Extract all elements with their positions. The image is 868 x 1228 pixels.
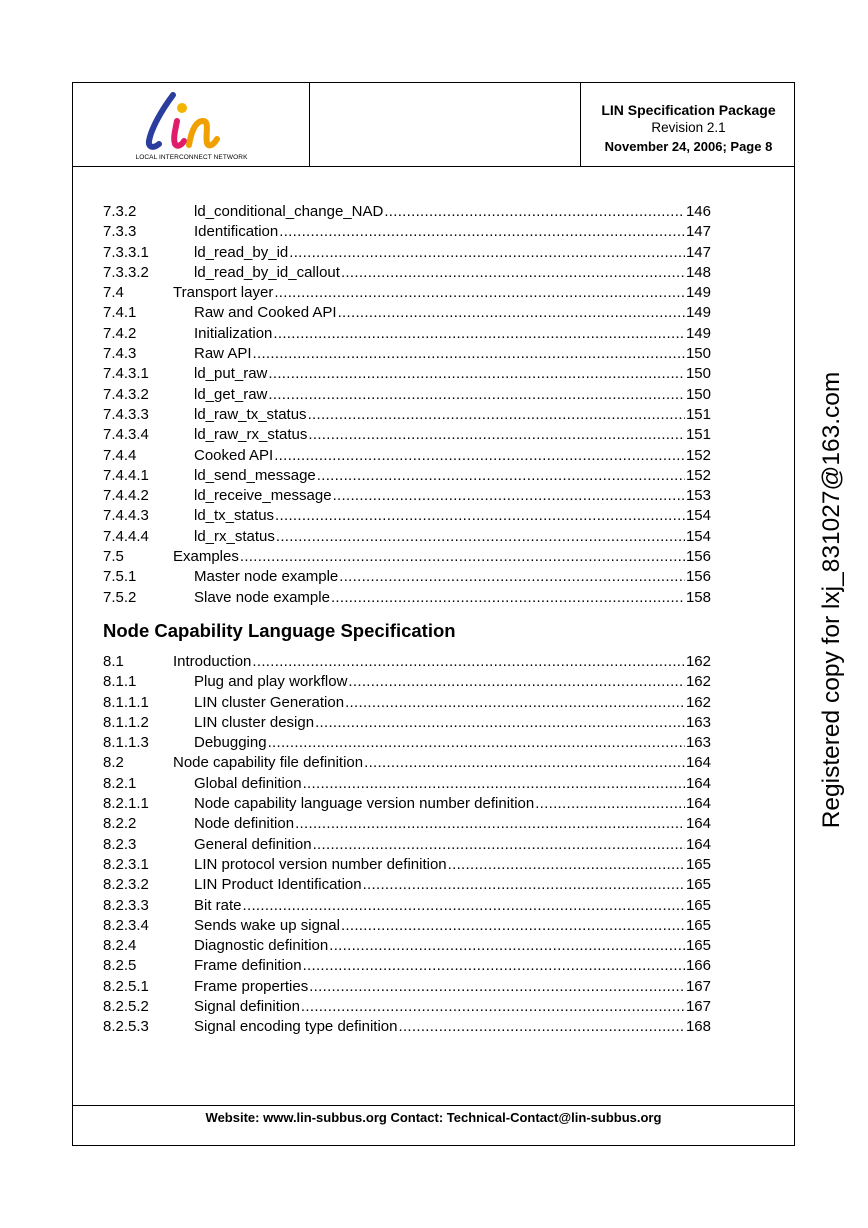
- header-blank-cell: [310, 83, 581, 166]
- toc-entry-title: ld_read_by_id: [194, 243, 289, 261]
- toc-dot-leader: [268, 385, 685, 405]
- toc-dot-leader: [535, 794, 685, 814]
- toc-entry-title: LIN cluster design: [194, 713, 315, 731]
- toc-entry-number: 8.2.5.3: [103, 1018, 149, 1036]
- toc-dot-leader: [276, 527, 685, 547]
- toc-entry-page: 148: [685, 263, 711, 281]
- toc-entry-title: LIN Product Identification: [194, 876, 362, 894]
- toc-entry-title: Signal definition: [194, 997, 300, 1015]
- toc-entry[interactable]: [103, 875, 711, 895]
- toc-entry-title: Frame definition: [194, 957, 302, 975]
- toc-dot-leader: [309, 977, 685, 997]
- logo-subtitle: LOCAL INTERCONNECT NETWORK: [135, 154, 248, 161]
- header-info-cell: [581, 83, 796, 166]
- toc-entry-title: Slave node example: [194, 588, 330, 606]
- toc-entry-body: [194, 956, 711, 976]
- toc-entry[interactable]: [103, 814, 711, 834]
- toc-entry-page: 167: [685, 997, 711, 1015]
- toc-dot-leader: [363, 875, 685, 895]
- toc-entry-body: [194, 385, 711, 405]
- toc-dot-leader: [341, 263, 685, 283]
- toc-entry-page: 164: [685, 754, 711, 772]
- toc-entry-number: 8.2.3.2: [103, 876, 149, 894]
- toc-dot-leader: [268, 364, 685, 384]
- logo-cell: [73, 83, 310, 166]
- toc-entry-page: 162: [685, 673, 711, 691]
- toc-entry[interactable]: [103, 1017, 711, 1037]
- toc-entry-title: Node capability language version number definition: [194, 795, 535, 813]
- toc-entry-body: [194, 997, 711, 1017]
- toc-entry-page: 166: [685, 957, 711, 975]
- toc-entry-number: 7.4: [103, 284, 124, 302]
- toc-entry-number: 8.1: [103, 652, 124, 670]
- toc-section-7: [103, 202, 711, 608]
- toc-entry-page: 164: [685, 774, 711, 792]
- toc-entry-title: LIN cluster Generation: [194, 693, 345, 711]
- toc-entry-title: ld_put_raw: [194, 365, 268, 383]
- toc-entry-number: 7.4.4.1: [103, 466, 149, 484]
- toc-entry-body: [173, 652, 711, 672]
- toc-entry-body: [173, 547, 711, 567]
- toc-dot-leader: [274, 283, 685, 303]
- toc-dot-leader: [448, 855, 685, 875]
- toc-entry-title: Cooked API: [194, 446, 274, 464]
- toc-entry[interactable]: [103, 486, 711, 506]
- toc-entry-page: 156: [685, 568, 711, 586]
- toc-entry-number: 8.2.1.1: [103, 795, 149, 813]
- toc-dot-leader: [279, 222, 685, 242]
- toc-entry-number: 7.4.1: [103, 304, 137, 322]
- toc-entry-body: [194, 243, 711, 263]
- toc-entry-number: 7.4.3.4: [103, 426, 149, 444]
- toc-entry-body: [194, 855, 711, 875]
- toc-entry-number: 8.2.3.4: [103, 916, 149, 934]
- toc-entry[interactable]: [103, 547, 711, 567]
- toc-entry-page: 153: [685, 487, 711, 505]
- toc-entry-body: [194, 672, 711, 692]
- toc-entry-body: [194, 222, 711, 242]
- registration-watermark: Registered copy for lxj_831027@163.com: [818, 371, 845, 829]
- toc-entry-title: Bit rate: [194, 896, 242, 914]
- toc-entry-number: 7.4.4: [103, 446, 137, 464]
- toc-dot-leader: [345, 693, 685, 713]
- toc-entry-body: [194, 693, 711, 713]
- toc-entry-number: 7.3.3.2: [103, 263, 149, 281]
- toc-entry-page: 165: [685, 916, 711, 934]
- toc-entry-page: 164: [685, 835, 711, 853]
- toc-dot-leader: [338, 303, 685, 323]
- lin-logo: [133, 89, 253, 154]
- toc-entry-page: 146: [685, 203, 711, 220]
- toc-entry[interactable]: [103, 672, 711, 692]
- toc-entry-page: 162: [685, 693, 711, 711]
- table-of-contents: [103, 202, 711, 1038]
- toc-dot-leader: [398, 1017, 684, 1037]
- toc-entry-title: Sends wake up signal: [194, 916, 340, 934]
- toc-dot-leader: [295, 814, 685, 834]
- toc-entry-page: 151: [685, 426, 711, 444]
- toc-dot-leader: [333, 486, 685, 506]
- toc-entry-body: [194, 896, 711, 916]
- toc-entry[interactable]: [103, 794, 711, 814]
- toc-entry[interactable]: [103, 916, 711, 936]
- toc-dot-leader: [252, 652, 685, 672]
- toc-entry-page: 165: [685, 855, 711, 873]
- toc-entry-body: [194, 527, 711, 547]
- toc-entry-page: 167: [685, 977, 711, 995]
- toc-entry-page: 150: [685, 365, 711, 383]
- document-date-page: November 24, 2006; Page 8: [604, 139, 773, 154]
- toc-entry[interactable]: [103, 977, 711, 997]
- toc-entry-body: [194, 733, 711, 753]
- toc-entry-number: 8.2.3: [103, 835, 137, 853]
- toc-entry-body: [194, 977, 711, 997]
- toc-entry-page: 165: [685, 876, 711, 894]
- toc-entry-number: 8.1.1.2: [103, 713, 149, 731]
- toc-dot-leader: [341, 916, 685, 936]
- toc-entry-page: 149: [685, 324, 711, 342]
- toc-entry-title: ld_receive_message: [194, 487, 332, 505]
- toc-dot-leader: [289, 243, 685, 263]
- toc-entry-number: 7.4.3.2: [103, 385, 149, 403]
- toc-entry-number: 7.5.2: [103, 588, 137, 606]
- toc-entry-page: 149: [685, 304, 711, 322]
- toc-entry[interactable]: [103, 466, 711, 486]
- toc-entry-number: 8.2: [103, 754, 124, 772]
- toc-entry-body: [194, 713, 711, 733]
- toc-entry-title: Frame properties: [194, 977, 309, 995]
- toc-entry[interactable]: [103, 385, 711, 405]
- toc-entry[interactable]: [103, 283, 711, 303]
- toc-entry-title: ld_read_by_id_callout: [194, 263, 340, 281]
- toc-entry-title: Node capability file definition: [173, 754, 364, 772]
- toc-entry[interactable]: [103, 652, 711, 672]
- toc-entry[interactable]: [103, 263, 711, 283]
- page-footer: Website: www.lin-subbus.org Contact: Technical-Contact@lin-subbus.org: [73, 1105, 794, 1145]
- toc-entry-body: [194, 263, 711, 283]
- toc-entry-number: 8.2.1: [103, 774, 137, 792]
- toc-entry-title: Examples: [173, 548, 239, 566]
- toc-entry-page: 165: [685, 896, 711, 914]
- toc-entry-page: 165: [685, 937, 711, 955]
- toc-entry[interactable]: [103, 713, 711, 733]
- toc-entry[interactable]: [103, 202, 711, 222]
- toc-entry[interactable]: [103, 997, 711, 1017]
- toc-dot-leader: [275, 506, 685, 526]
- toc-entry-title: ld_tx_status: [194, 507, 275, 525]
- toc-entry-body: [194, 324, 711, 344]
- toc-entry-page: 163: [685, 713, 711, 731]
- toc-entry-body: [194, 506, 711, 526]
- toc-dot-leader: [253, 344, 685, 364]
- toc-entry-number: 7.3.2: [103, 203, 137, 220]
- toc-entry-title: Raw API: [194, 345, 252, 363]
- toc-entry-title: ld_conditional_change_NAD: [194, 203, 384, 220]
- toc-entry[interactable]: [103, 222, 711, 242]
- toc-entry-page: 151: [685, 405, 711, 423]
- toc-entry-page: 147: [685, 223, 711, 241]
- toc-entry[interactable]: [103, 527, 711, 547]
- toc-entry[interactable]: [103, 344, 711, 364]
- toc-entry-title: Identification: [194, 223, 279, 241]
- section-heading: Node Capability Language Specification: [103, 619, 456, 641]
- toc-dot-leader: [384, 202, 685, 222]
- toc-entry-page: 168: [685, 1018, 711, 1036]
- toc-entry-page: 163: [685, 734, 711, 752]
- toc-entry-body: [194, 835, 711, 855]
- toc-entry[interactable]: [103, 324, 711, 344]
- toc-entry-title: ld_rx_status: [194, 527, 275, 545]
- toc-entry[interactable]: [103, 774, 711, 794]
- toc-entry-body: [194, 425, 711, 445]
- page-header: [73, 83, 794, 167]
- toc-entry-body: [194, 202, 711, 222]
- toc-entry[interactable]: [103, 733, 711, 753]
- toc-entry-body: [194, 1017, 711, 1037]
- toc-entry-body: [194, 303, 711, 323]
- toc-dot-leader: [301, 997, 685, 1017]
- toc-dot-leader: [313, 835, 685, 855]
- toc-entry-title: General definition: [194, 835, 312, 853]
- toc-entry-page: 150: [685, 345, 711, 363]
- toc-entry[interactable]: [103, 835, 711, 855]
- toc-entry-body: [194, 936, 711, 956]
- toc-entry[interactable]: [103, 693, 711, 713]
- toc-entry-body: [194, 344, 711, 364]
- toc-entry-number: 7.5: [103, 548, 124, 566]
- toc-entry-number: 8.2.3.3: [103, 896, 149, 914]
- toc-dot-leader: [364, 753, 685, 773]
- toc-entry-number: 8.2.5.1: [103, 977, 149, 995]
- toc-dot-leader: [308, 405, 685, 425]
- toc-entry-title: Master node example: [194, 568, 339, 586]
- document-revision: Revision 2.1: [651, 120, 726, 135]
- toc-entry-title: ld_send_message: [194, 466, 316, 484]
- toc-entry-number: 7.4.3.1: [103, 365, 149, 383]
- toc-entry[interactable]: [103, 405, 711, 425]
- toc-entry-body: [194, 588, 711, 608]
- toc-entry-number: 8.2.4: [103, 937, 137, 955]
- toc-entry-page: 149: [685, 284, 711, 302]
- toc-entry[interactable]: [103, 364, 711, 384]
- lin-logo-wordmark: lin: [188, 93, 198, 103]
- toc-dot-leader: [303, 774, 685, 794]
- toc-entry[interactable]: [103, 896, 711, 916]
- toc-entry-body: [194, 794, 711, 814]
- toc-entry[interactable]: [103, 506, 711, 526]
- toc-entry-number: 7.3.3: [103, 223, 137, 241]
- toc-entry-number: 7.4.4.3: [103, 507, 149, 525]
- toc-dot-leader: [315, 713, 685, 733]
- toc-entry-page: 152: [685, 466, 711, 484]
- toc-entry-body: [173, 283, 711, 303]
- toc-entry[interactable]: [103, 936, 711, 956]
- toc-entry-page: 154: [685, 507, 711, 525]
- toc-entry[interactable]: [103, 425, 711, 445]
- toc-dot-leader: [268, 733, 685, 753]
- toc-entry-page: 156: [685, 548, 711, 566]
- toc-entry-page: 164: [685, 795, 711, 813]
- toc-entry-body: [173, 753, 711, 773]
- toc-entry[interactable]: [103, 567, 711, 587]
- toc-entry-body: [194, 486, 711, 506]
- toc-entry-body: [194, 466, 711, 486]
- toc-entry-title: Initialization: [194, 324, 273, 342]
- toc-entry-page: 147: [685, 243, 711, 261]
- toc-entry-number: 7.4.4.4: [103, 527, 149, 545]
- toc-entry-body: [194, 446, 711, 466]
- toc-entry-title: Signal encoding type definition: [194, 1018, 398, 1036]
- toc-entry-page: 162: [685, 652, 711, 670]
- toc-entry[interactable]: [103, 956, 711, 976]
- toc-entry[interactable]: [103, 446, 711, 466]
- toc-entry-number: 8.1.1: [103, 673, 137, 691]
- document-title: LIN Specification Package: [601, 102, 776, 118]
- toc-entry-number: 8.2.2: [103, 815, 137, 833]
- toc-entry-body: [194, 916, 711, 936]
- toc-dot-leader: [273, 324, 685, 344]
- toc-dot-leader: [303, 956, 685, 976]
- page-frame: [72, 82, 795, 1146]
- toc-entry-number: 8.2.5: [103, 957, 137, 975]
- toc-entry-number: 7.4.3.3: [103, 405, 149, 423]
- toc-entry-body: [194, 814, 711, 834]
- toc-dot-leader: [240, 547, 685, 567]
- toc-entry-title: Diagnostic definition: [194, 937, 329, 955]
- toc-entry-number: 8.2.3.1: [103, 855, 149, 873]
- toc-entry-body: [194, 364, 711, 384]
- toc-entry-title: Transport layer: [173, 284, 274, 302]
- toc-section-8: [103, 652, 711, 1038]
- toc-entry-number: 7.3.3.1: [103, 243, 149, 261]
- toc-entry-body: [194, 774, 711, 794]
- toc-entry-title: ld_raw_rx_status: [194, 426, 308, 444]
- toc-dot-leader: [317, 466, 685, 486]
- toc-dot-leader: [348, 672, 685, 692]
- toc-dot-leader: [339, 567, 685, 587]
- toc-entry-title: Plug and play workflow: [194, 673, 348, 691]
- toc-entry-title: Global definition: [194, 774, 302, 792]
- toc-entry-page: 154: [685, 527, 711, 545]
- toc-entry-body: [194, 405, 711, 425]
- toc-entry-number: 7.4.3: [103, 345, 137, 363]
- toc-entry-page: 152: [685, 446, 711, 464]
- toc-entry[interactable]: [103, 855, 711, 875]
- toc-entry-title: Node definition: [194, 815, 295, 833]
- toc-entry[interactable]: [103, 303, 711, 323]
- toc-entry-page: 158: [685, 588, 711, 606]
- toc-dot-leader: [274, 446, 685, 466]
- toc-dot-leader: [243, 896, 685, 916]
- toc-entry-number: 8.2.5.2: [103, 997, 149, 1015]
- toc-dot-leader: [308, 425, 685, 445]
- toc-entry-title: Debugging: [194, 734, 267, 752]
- toc-entry-page: 164: [685, 815, 711, 833]
- toc-entry-number: 8.1.1.1: [103, 693, 149, 711]
- toc-entry-number: 7.5.1: [103, 568, 137, 586]
- toc-entry-number: 8.1.1.3: [103, 734, 149, 752]
- toc-dot-leader: [331, 588, 685, 608]
- toc-entry-title: LIN protocol version number definition: [194, 855, 447, 873]
- toc-entry[interactable]: [103, 243, 711, 263]
- toc-entry-title: Introduction: [173, 652, 252, 670]
- toc-entry-number: 7.4.4.2: [103, 487, 149, 505]
- toc-entry-title: ld_raw_tx_status: [194, 405, 307, 423]
- toc-entry-body: [194, 875, 711, 895]
- toc-entry-number: 7.4.2: [103, 324, 137, 342]
- toc-entry-page: 150: [685, 385, 711, 403]
- toc-entry-title: ld_get_raw: [194, 385, 268, 403]
- toc-entry[interactable]: [103, 753, 711, 773]
- toc-entry-body: [194, 567, 711, 587]
- toc-dot-leader: [329, 936, 685, 956]
- toc-entry-title: Raw and Cooked API: [194, 304, 337, 322]
- toc-entry[interactable]: [103, 588, 711, 608]
